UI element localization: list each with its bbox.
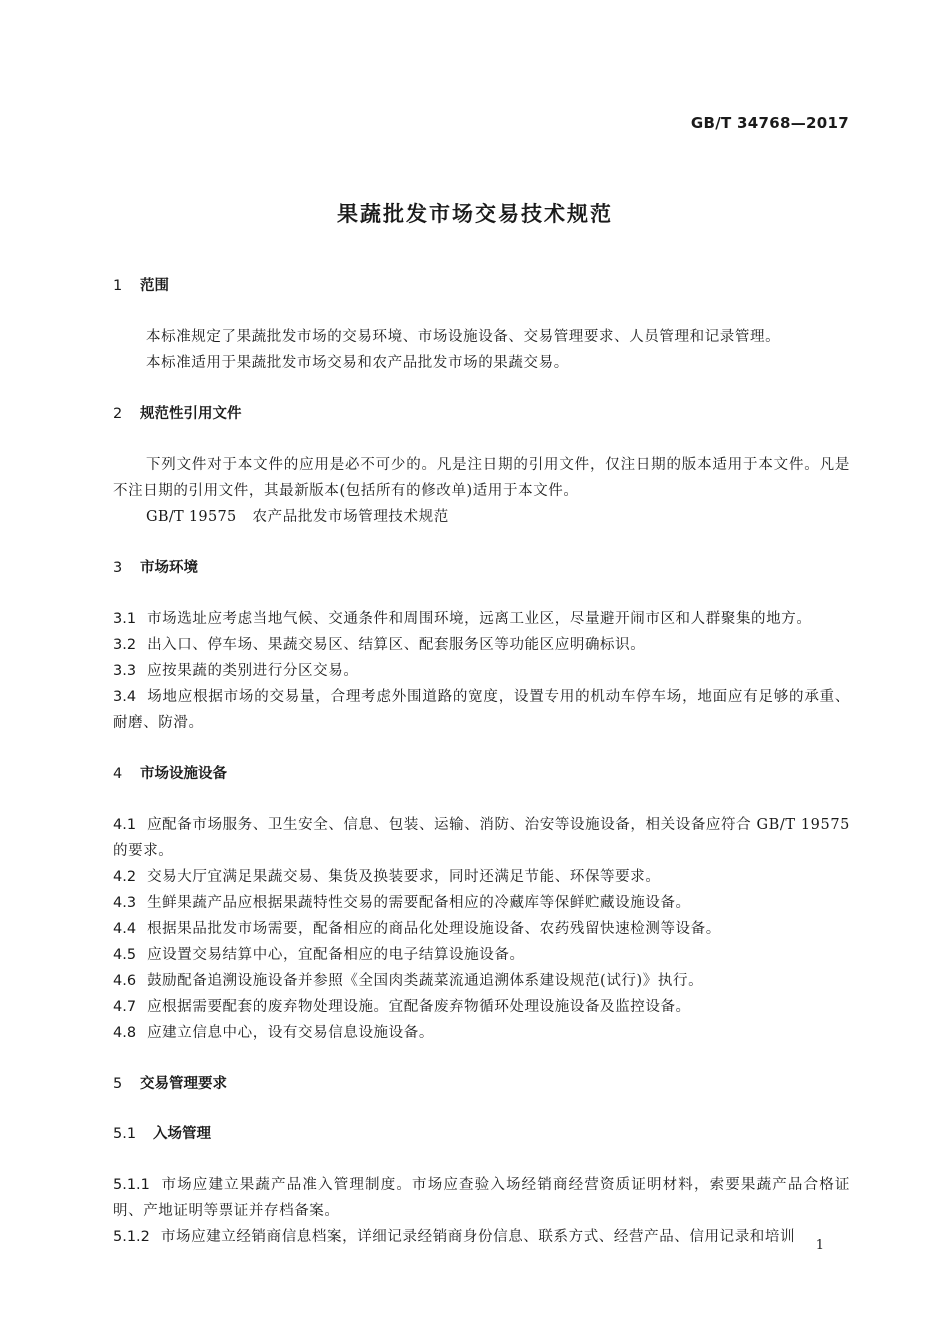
reference-code: GB/T 19575 [146,509,237,525]
clause-text: 市场选址应考虑当地气候、交通条件和周围环境，远离工业区，尽量避开闹市区和人群聚集的地方。 [147,611,812,627]
clause [113,890,850,916]
document-title: 果蔬批发市场交易技术规范 [337,202,613,226]
subsection-number: 5.1 [113,1126,137,1142]
page-number: 1 [815,1238,824,1253]
clause-text: 鼓励配备追溯设施设备并参照《全国肉类蔬菜流通追溯体系建设规范(试行)》执行。 [147,973,704,989]
section-title: 交易管理要求 [140,1076,227,1092]
clause-text: 应按果蔬的类别进行分区交易。 [147,663,359,679]
clause [113,968,850,994]
clause-number: 4.8 [113,1025,137,1041]
section-title: 市场环境 [140,560,198,576]
subsection-5-1-heading [113,1122,850,1146]
subsection-title: 入场管理 [153,1126,211,1142]
clause-text: 应根据需要配套的废弃物处理设施。宜配备废弃物循环处理设施设备及监控设备。 [147,999,691,1015]
clause-number: 4.7 [113,999,137,1015]
clause-number: 5.1.1 [113,1177,150,1193]
section-5-heading [113,1072,850,1096]
document-body [113,274,850,1250]
section-title: 市场设施设备 [140,766,227,782]
section-number: 3 [113,560,123,576]
clause-number: 3.3 [113,663,137,679]
clause-text: 生鲜果蔬产品应根据果蔬特性交易的需要配备相应的冷藏库等保鲜贮藏设施设备。 [147,895,691,911]
clause-text: 场地应根据市场的交易量，合理考虑外围道路的宽度，设置专用的机动车停车场，地面应有足够的承重、耐磨、防滑。 [113,689,850,731]
clause-number: 5.1.2 [113,1229,150,1245]
clause [113,1172,850,1224]
paragraph: 本标准规定了果蔬批发市场的交易环境、市场设施设备、交易管理要求、人员管理和记录管理。 [146,329,781,345]
paragraph: 本标准适用于果蔬批发市场交易和农产品批发市场的果蔬交易。 [146,355,569,371]
standard-code-header: GB/T 34768—2017 [690,114,849,132]
clause [113,994,850,1020]
clause-number: 3.2 [113,637,137,653]
clause-number: 4.2 [113,869,137,885]
clause [113,632,850,658]
clause-text: 市场应建立果蔬产品准入管理制度。市场应查验入场经销商经营资质证明材料，索要果蔬产品合格证明、产地证明等票证并存档备案。 [113,1177,850,1219]
section-2-heading [113,402,850,426]
clause-number: 3.4 [113,689,137,705]
clause [113,606,850,632]
clause-number: 4.1 [113,817,137,833]
clause-number: 4.4 [113,921,137,937]
clause [113,916,850,942]
clause-text: 应建立信息中心，设有交易信息设施设备。 [147,1025,434,1041]
clause-text: 交易大厅宜满足果蔬交易、集货及换装要求，同时还满足节能、环保等要求。 [147,869,661,885]
clause [113,1020,850,1046]
clause-number: 3.1 [113,611,137,627]
clause [113,1224,850,1250]
clause-text: 应配备市场服务、卫生安全、信息、包装、运输、消防、治安等设施设备，相关设备应符合 GB/T 19575 的要求。 [113,817,850,859]
section-title: 规范性引用文件 [140,406,242,422]
section-title: 范围 [140,278,169,294]
clause-text: 应设置交易结算中心，宜配备相应的电子结算设施设备。 [147,947,525,963]
clause-number: 4.3 [113,895,137,911]
section-number: 2 [113,406,123,422]
reference-title: 农产品批发市场管理技术规范 [252,509,449,525]
clause [113,942,850,968]
section-4-heading [113,762,850,786]
clause [113,658,850,684]
clause [113,812,850,864]
clause-number: 4.6 [113,973,137,989]
section-number: 1 [113,278,123,294]
section-number: 4 [113,766,123,782]
clause-text: 根据果品批发市场需要，配备相应的商品化处理设施设备、农药残留快速检测等设备。 [147,921,721,937]
section-3-heading [113,556,850,580]
paragraph: 下列文件对于本文件的应用是必不可少的。凡是注日期的引用文件，仅注日期的版本适用于本文件。凡是不注日期的引用文件，其最新版本(包括所有的修改单)适用于本文件。 [113,457,850,499]
section-1-heading [113,274,850,298]
clause [113,684,850,736]
clause [113,864,850,890]
clause-text: 市场应建立经销商信息档案，详细记录经销商身份信息、联系方式、经营产品、信用记录和培训 [160,1229,796,1245]
clause-text: 出入口、停车场、果蔬交易区、结算区、配套服务区等功能区应明确标识。 [147,637,646,653]
clause-number: 4.5 [113,947,137,963]
section-number: 5 [113,1076,123,1092]
normative-reference [113,504,850,530]
